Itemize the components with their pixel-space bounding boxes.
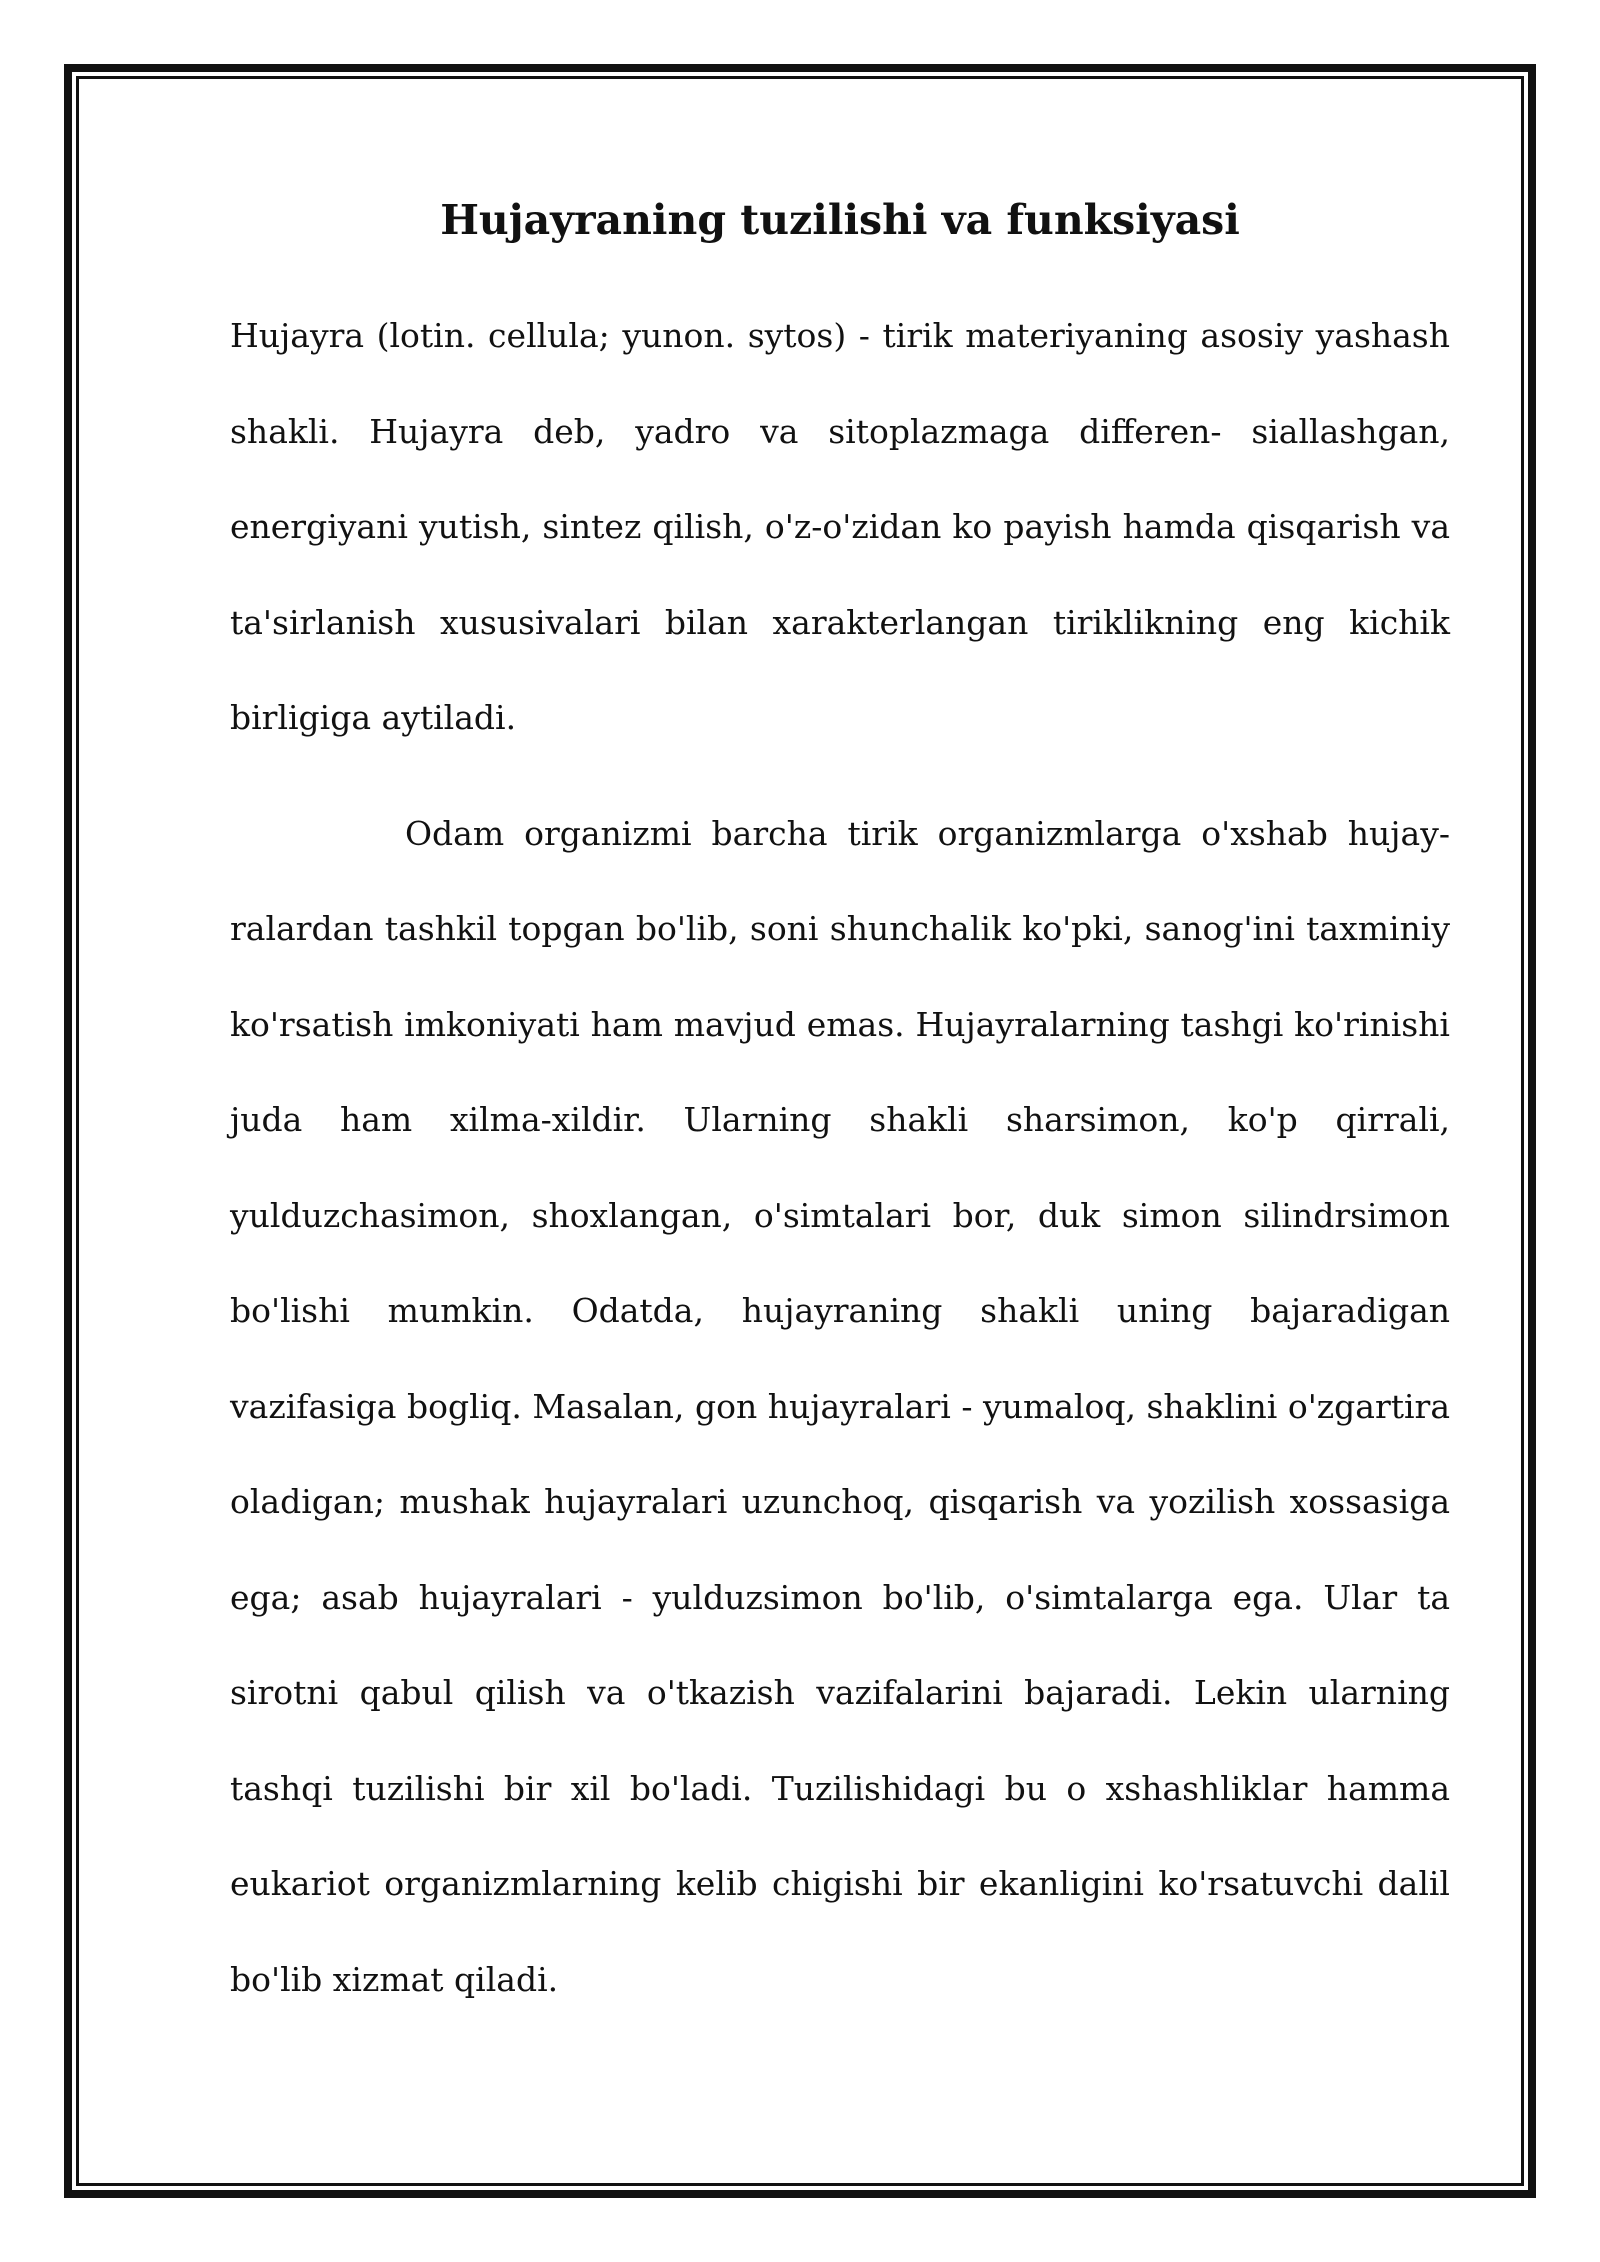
document-body xyxy=(230,190,1450,2027)
document-title: Hujayraning tuzilishi va funksiyasi xyxy=(440,196,1240,244)
paragraph-cell-shapes: Odam organizmi barcha tirik organizmlarga o'xshab hujay- ralardan tashkil topgan bo'lib, soni shunchalik ko'pki, sanog'ini taxminiy ko'rsatish imkoniyati ham mavjud emas. Hujayralarning tashgi ko'rinishi juda ham xilma-xildir. Ularning shakli sharsimon, ko'p qirrali, yulduzchasimon, shoxlangan, o'simtalari bor, duk simon silindrsimon bo'lishi mumkin. Odatda, hujayraning shakli uning bajaradigan vazifasiga bogliq. Masalan, gon hujayralari - yumaloq, shaklini o'zgartira oladigan; mushak hujayralari uzunchoq, qisqarish va yozilish xossasiga ega; asab hujayralari - yulduzsimon bo'lib, o'simtalarga ega. Ular ta sirotni qabul qilish va o'tkazish vazifalarini bajaradi. Lekin ularning tashqi tuzilishi bir xil bo'ladi. Tuzilishidagi bu o xshashliklar hamma eukariot organizmlarning kelib chigishi bir ekanligini ko'rsatuvchi dalil bo'lib xizmat qiladi. xyxy=(230,813,1450,1999)
paragraph-definition: Hujayra (lotin. cellula; yunon. sytos) - tirik materiyaning asosiy yashash shakli. Hujayra deb, yadro va sitoplazmaga differen- siallashgan, energiyani yutish, sintez qilish, o'z-o'zidan ko payish hamda qisqarish va ta'sirlanish xususivalari bilan xarakterlangan tiriklikning eng kichik birligiga aytiladi. xyxy=(230,316,1450,737)
